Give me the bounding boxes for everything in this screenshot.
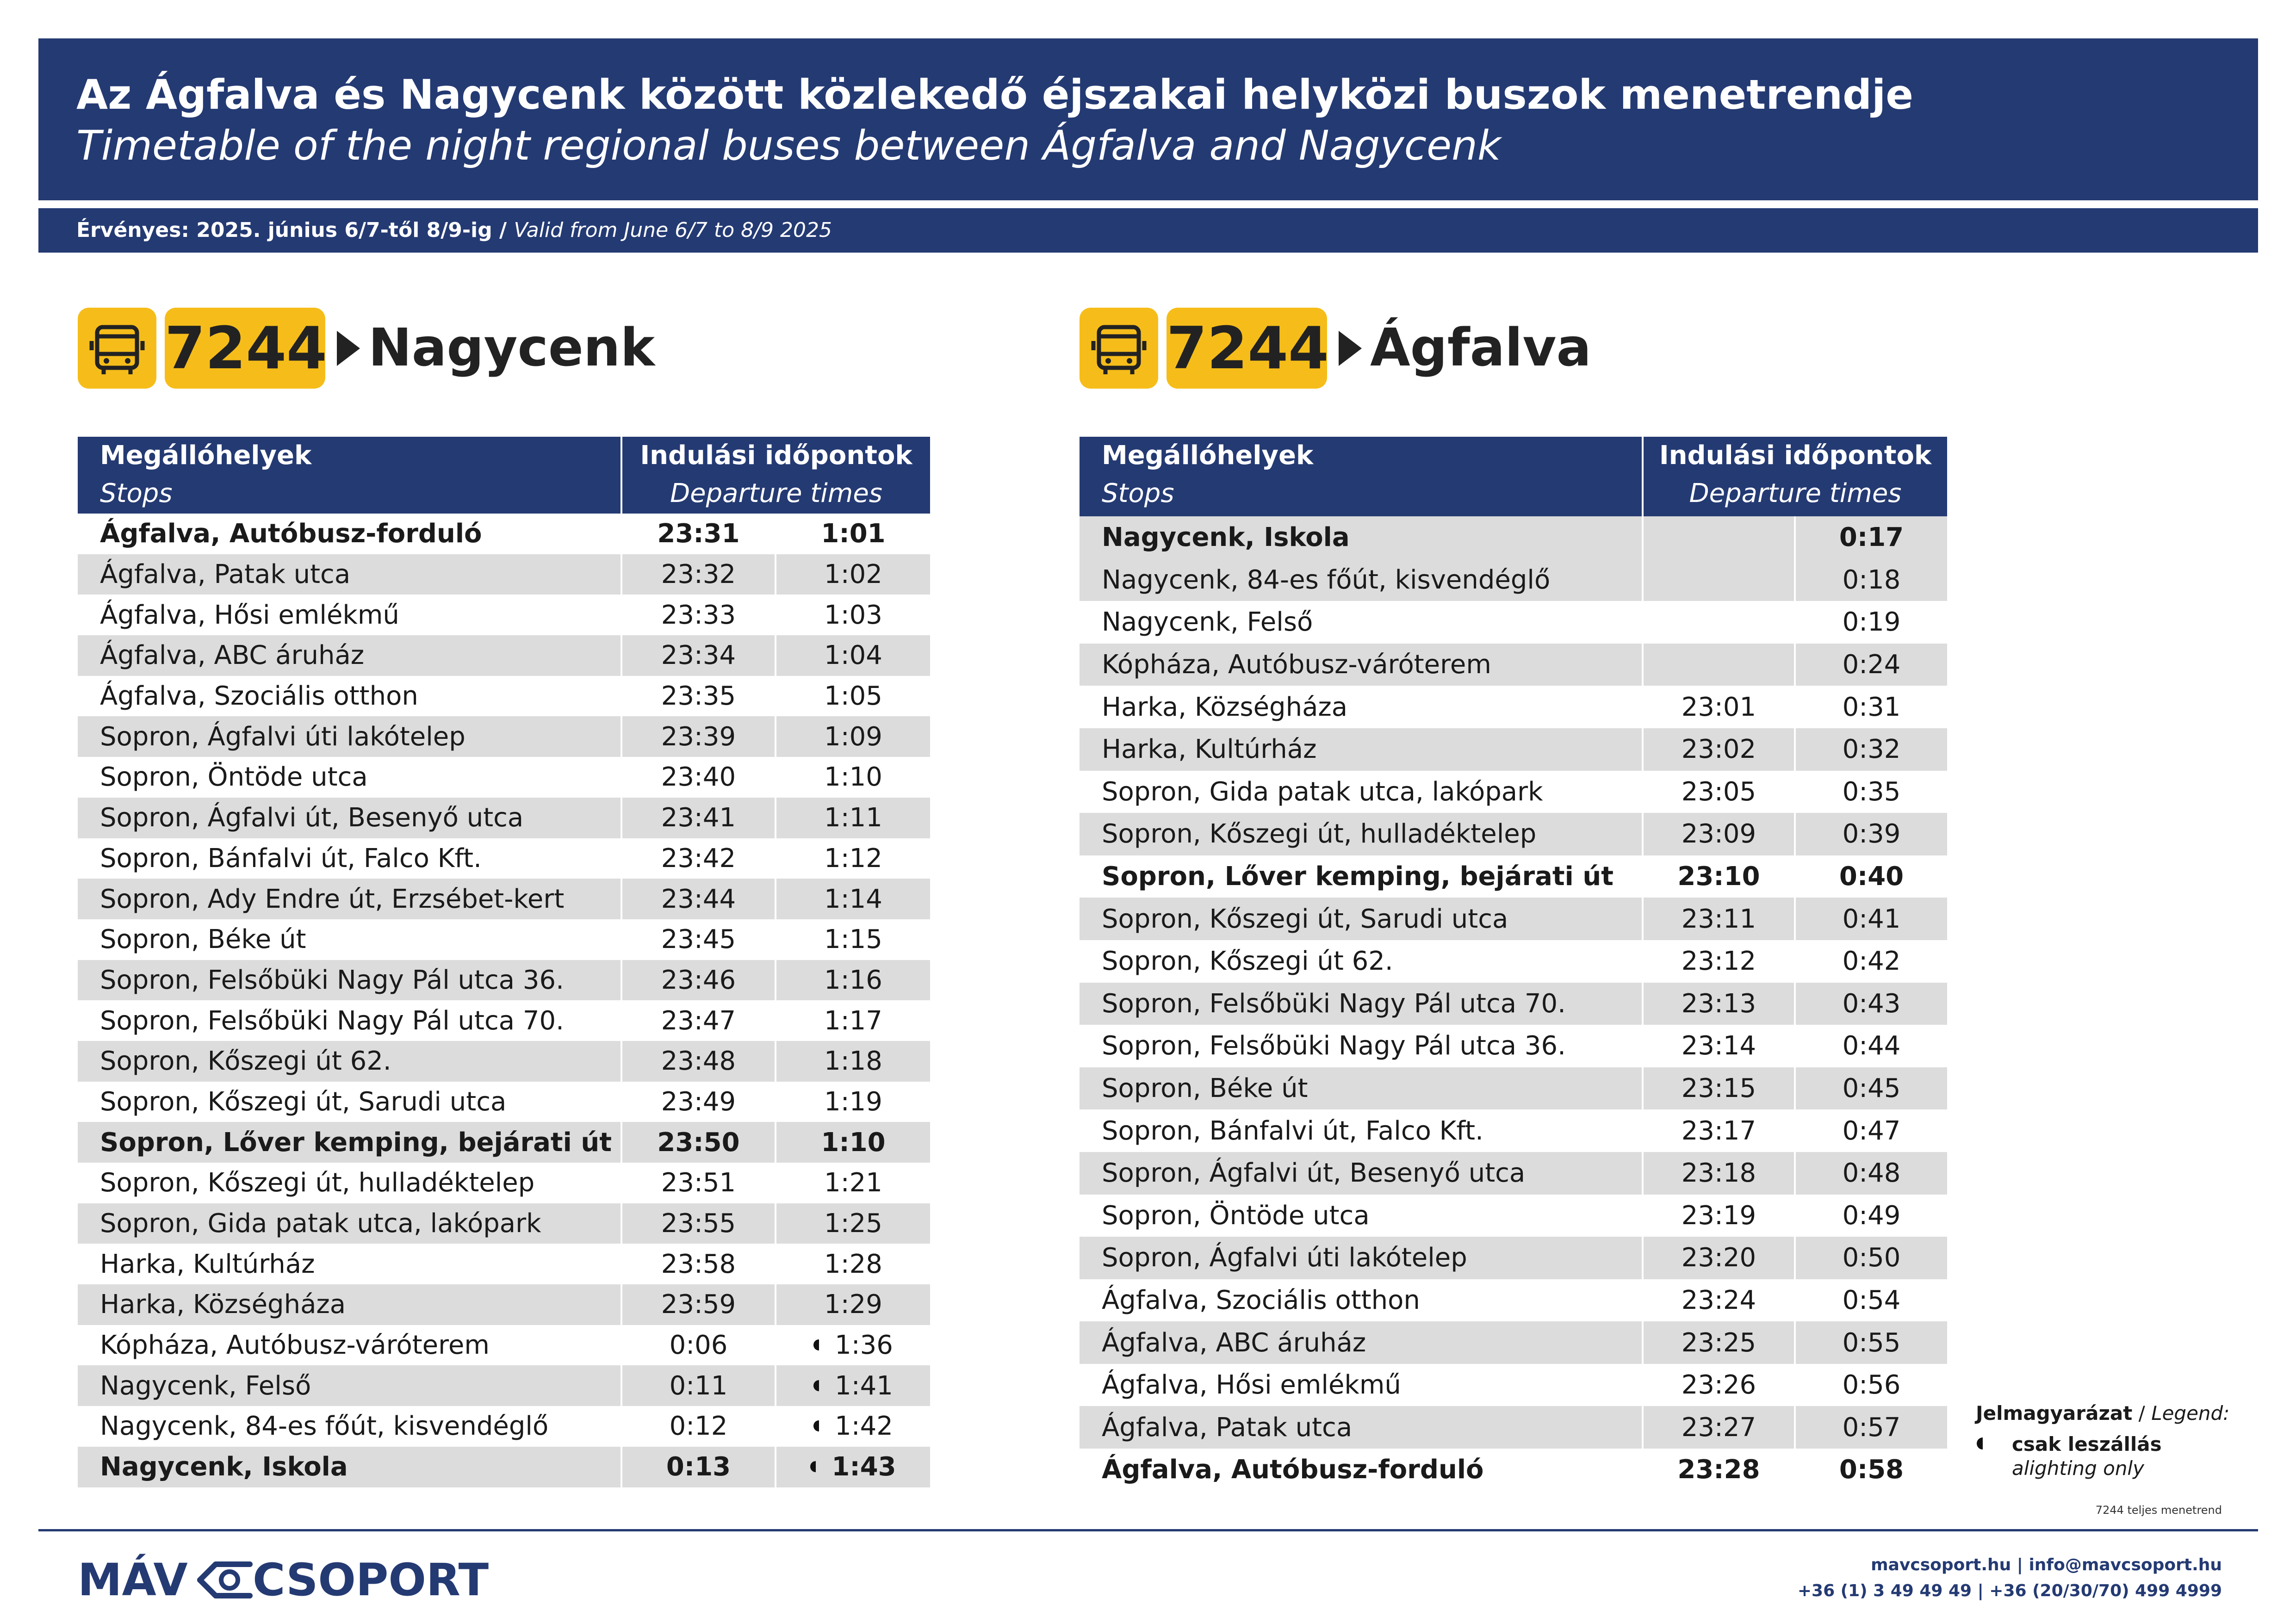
timetable-to-nagycenk bbox=[78, 437, 930, 1487]
stop-name: Ágfalva, Patak utca bbox=[78, 554, 621, 595]
legend-item-en: alighting only bbox=[2012, 1457, 2144, 1480]
departure-time-2: 1:10 bbox=[824, 762, 882, 793]
half-moon-icon bbox=[813, 1339, 825, 1350]
departure-time-1: 23:11 bbox=[1643, 898, 1795, 940]
departure-time-2: 1:09 bbox=[776, 716, 930, 757]
times-label-hu: Indulási időpontok bbox=[640, 440, 912, 471]
departure-time-1: 23:13 bbox=[1643, 983, 1795, 1025]
table-row bbox=[78, 1406, 930, 1447]
stop-name: Sopron, Felsőbüki Nagy Pál utca 70. bbox=[78, 1000, 621, 1041]
departure-time-2: 0:48 bbox=[1795, 1152, 1947, 1195]
departure-time-1 bbox=[1643, 644, 1795, 686]
stop-name: Sopron, Ady Endre út, Erzsébet-kert bbox=[78, 879, 621, 919]
departure-time-2: 0:40 bbox=[1839, 861, 1904, 892]
departure-time-2: 0:24 bbox=[1795, 644, 1947, 686]
departure-time-1: 23:26 bbox=[1643, 1364, 1795, 1406]
departure-time-1: 23:28 bbox=[1643, 1449, 1795, 1491]
half-moon-icon bbox=[810, 1461, 821, 1472]
table-row bbox=[1080, 855, 1947, 898]
departure-time-2: 0:55 bbox=[1795, 1321, 1947, 1364]
departure-time-1: 23:32 bbox=[621, 554, 776, 595]
departure-time-1: 23:05 bbox=[1643, 771, 1795, 813]
table-row bbox=[78, 1284, 930, 1325]
departure-time-2: 0:31 bbox=[1842, 692, 1901, 722]
table-row bbox=[78, 676, 930, 717]
table-row bbox=[1080, 559, 1947, 601]
stop-name: Sopron, Ágfalvi út, Besenyő utca bbox=[1080, 1152, 1643, 1195]
stop-name: Nagycenk, Felső bbox=[78, 1365, 621, 1406]
stop-name: Sopron, Felsőbüki Nagy Pál utca 36. bbox=[1080, 1025, 1643, 1067]
stops-label-hu: Megállóhelyek bbox=[100, 440, 312, 471]
half-moon-icon bbox=[813, 1380, 825, 1391]
stop-name: Sopron, Gida patak utca, lakópark bbox=[78, 1203, 621, 1244]
route-destination: Ágfalva bbox=[1370, 318, 1592, 378]
stop-name: Kópháza, Autóbusz-váróterem bbox=[78, 1325, 621, 1366]
stop-name: Sopron, Lőver kemping, bejárati út bbox=[1080, 855, 1643, 898]
departure-time-2: 1:10 bbox=[776, 1122, 930, 1163]
departure-time-2: 1:05 bbox=[824, 681, 882, 712]
departure-time-1: 23:01 bbox=[1643, 686, 1795, 728]
departure-time-1: 23:18 bbox=[1643, 1152, 1795, 1195]
departure-time-1: 23:58 bbox=[621, 1244, 776, 1284]
departure-time-1: 23:14 bbox=[1643, 1025, 1795, 1067]
table-row bbox=[78, 716, 930, 757]
departure-time-2: 0:18 bbox=[1795, 559, 1947, 601]
departure-time-1: 23:12 bbox=[1643, 940, 1795, 983]
departure-time-2: 1:18 bbox=[776, 1041, 930, 1082]
departure-time-2: 1:17 bbox=[824, 1005, 882, 1036]
contact-info bbox=[1798, 1552, 2222, 1604]
departure-time-1: 0:13 bbox=[621, 1447, 776, 1487]
stop-name: Sopron, Öntöde utca bbox=[1080, 1195, 1643, 1237]
departure-time-1: 23:59 bbox=[621, 1284, 776, 1325]
departure-time-2: 1:43 bbox=[776, 1447, 930, 1487]
direction-arrow-icon bbox=[337, 331, 360, 366]
table-row bbox=[78, 1000, 930, 1041]
route-heading-right bbox=[1080, 308, 1681, 391]
departure-time-1: 23:31 bbox=[621, 514, 776, 554]
departure-time-1: 0:06 bbox=[621, 1325, 776, 1366]
departure-time-2: 1:01 bbox=[776, 514, 930, 554]
departure-time-1: 23:48 bbox=[621, 1041, 776, 1082]
table-row bbox=[1080, 1406, 1947, 1449]
stop-name: Ágfalva, Szociális otthon bbox=[1080, 1279, 1643, 1322]
stop-name: Harka, Községháza bbox=[1080, 686, 1643, 728]
stop-name: Sopron, Béke út bbox=[1080, 1067, 1643, 1110]
departure-time-1: 23:10 bbox=[1643, 855, 1795, 898]
departure-time-1: 23:33 bbox=[621, 595, 776, 635]
stop-name: Sopron, Felsőbüki Nagy Pál utca 70. bbox=[1080, 983, 1643, 1025]
departure-time-2: 0:56 bbox=[1842, 1370, 1901, 1400]
table-row bbox=[1080, 1067, 1947, 1110]
stop-name: Sopron, Ágfalvi úti lakótelep bbox=[78, 716, 621, 757]
logo-wing-icon bbox=[197, 1559, 253, 1601]
direction-arrow-icon bbox=[1339, 331, 1362, 366]
stop-name: Ágfalva, Szociális otthon bbox=[78, 676, 621, 717]
departure-time-1: 23:09 bbox=[1643, 813, 1795, 855]
stop-name: Nagycenk, Felső bbox=[1080, 601, 1643, 644]
table-row bbox=[78, 1447, 930, 1487]
departure-time-1: 23:17 bbox=[1643, 1109, 1795, 1152]
departure-time-1 bbox=[1643, 601, 1795, 644]
stop-name: Sopron, Kőszegi út, hulladéktelep bbox=[1080, 813, 1643, 855]
departure-time-1: 23:19 bbox=[1643, 1195, 1795, 1237]
departure-time-1: 0:12 bbox=[621, 1406, 776, 1447]
column-header-stops bbox=[1080, 437, 1643, 516]
departure-time-2: 0:44 bbox=[1842, 1031, 1901, 1061]
departure-time-2: 0:39 bbox=[1795, 813, 1947, 855]
departure-time-2: 1:21 bbox=[824, 1168, 882, 1198]
route-number: 7244 bbox=[165, 308, 325, 389]
table-row bbox=[1080, 813, 1947, 855]
departure-time-1 bbox=[1643, 559, 1795, 601]
table-row bbox=[1080, 686, 1947, 728]
departure-time-1: 23:34 bbox=[621, 635, 776, 676]
departure-time-2: 0:45 bbox=[1795, 1067, 1947, 1110]
table-row bbox=[78, 1244, 930, 1284]
legend-item-hu: csak leszállás bbox=[2012, 1433, 2162, 1456]
departure-time-2: 1:25 bbox=[776, 1203, 930, 1244]
stops-label-hu: Megállóhelyek bbox=[1102, 440, 1314, 471]
column-header-times bbox=[1643, 437, 1947, 516]
table-row bbox=[1080, 1195, 1947, 1237]
bus-icon bbox=[78, 308, 156, 389]
stop-name: Harka, Községháza bbox=[78, 1284, 621, 1325]
stop-name: Kópháza, Autóbusz-váróterem bbox=[1080, 644, 1643, 686]
times-label-en: Departure times bbox=[1689, 478, 1902, 508]
departure-time-1: 23:35 bbox=[621, 676, 776, 717]
departure-time-2: 0:58 bbox=[1839, 1455, 1904, 1485]
times-label-hu: Indulási időpontok bbox=[1659, 440, 1932, 471]
legend-title: Jelmagyarázat / Legend: bbox=[1976, 1402, 2230, 1425]
departure-time-1: 23:46 bbox=[621, 960, 776, 1001]
departure-time-2: 0:50 bbox=[1795, 1237, 1947, 1279]
table-row bbox=[78, 1122, 930, 1163]
table-row bbox=[78, 635, 930, 676]
departure-time-1: 23:44 bbox=[621, 879, 776, 919]
departure-time-1: 23:55 bbox=[621, 1203, 776, 1244]
half-moon-icon bbox=[1977, 1437, 1989, 1450]
legend-title-en: Legend: bbox=[2151, 1402, 2230, 1425]
stops-label-en: Stops bbox=[100, 478, 173, 508]
table-row bbox=[1080, 1109, 1947, 1152]
legend bbox=[1976, 1402, 2230, 1480]
table-row bbox=[78, 1082, 930, 1122]
departure-time-2: 0:19 bbox=[1842, 607, 1901, 638]
departure-time-2: 0:42 bbox=[1842, 946, 1901, 977]
table-row bbox=[78, 1203, 930, 1244]
table-row bbox=[78, 838, 930, 879]
departure-time-1: 23:20 bbox=[1643, 1237, 1795, 1279]
legend-item-alighting bbox=[1976, 1433, 2216, 1479]
stop-name: Sopron, Kőszegi út, Sarudi utca bbox=[78, 1082, 621, 1122]
stop-name: Sopron, Öntöde utca bbox=[78, 757, 621, 798]
contact-phone[interactable]: +36 (1) 3 49 49 49 | +36 (20/30/70) 499 4999 bbox=[1797, 1581, 2222, 1600]
validity-english: Valid from June 6/7 to 8/9 2025 bbox=[514, 218, 832, 242]
table-row bbox=[78, 960, 930, 1001]
title-banner bbox=[38, 38, 2258, 200]
stop-name: Sopron, Felsőbüki Nagy Pál utca 36. bbox=[78, 960, 621, 1001]
departure-time-1: 23:40 bbox=[621, 757, 776, 798]
stop-name: Nagycenk, Iskola bbox=[1080, 516, 1643, 559]
stop-name: Ágfalva, Autóbusz-forduló bbox=[78, 514, 621, 554]
departure-time-2: 0:41 bbox=[1795, 898, 1947, 940]
stop-name: Ágfalva, ABC áruház bbox=[1080, 1321, 1643, 1364]
departure-time-2: 0:17 bbox=[1795, 516, 1947, 559]
table-row bbox=[78, 554, 930, 595]
departure-time-1: 23:49 bbox=[621, 1082, 776, 1122]
logo-text-mav: MÁV bbox=[78, 1554, 188, 1606]
table-row bbox=[78, 1041, 930, 1082]
table-row bbox=[1080, 1279, 1947, 1322]
contact-web-email[interactable]: mavcsoport.hu | info@mavcsoport.hu bbox=[1871, 1555, 2222, 1574]
departure-time-1: 23:51 bbox=[621, 1163, 776, 1203]
table-row bbox=[1080, 1152, 1947, 1195]
departure-time-1: 23:50 bbox=[621, 1122, 776, 1163]
table-row bbox=[1080, 601, 1947, 644]
departure-time-2: 1:15 bbox=[824, 924, 882, 955]
departure-time-1: 23:41 bbox=[621, 798, 776, 838]
departure-time-1: 23:25 bbox=[1643, 1321, 1795, 1364]
stop-name: Nagycenk, 84-es főút, kisvendéglő bbox=[1080, 559, 1643, 601]
stop-name: Sopron, Kőszegi út, Sarudi utca bbox=[1080, 898, 1643, 940]
departure-time-1: 23:42 bbox=[621, 838, 776, 879]
stop-name: Sopron, Kőszegi út 62. bbox=[78, 1041, 621, 1082]
validity-banner bbox=[38, 208, 2258, 253]
table-row bbox=[78, 595, 930, 635]
departure-time-2: 1:14 bbox=[776, 879, 930, 919]
departure-time-2: 0:49 bbox=[1842, 1200, 1901, 1231]
table-row bbox=[78, 879, 930, 919]
departure-time-2: 1:36 bbox=[776, 1325, 930, 1366]
table-row bbox=[78, 757, 930, 798]
table-row bbox=[1080, 983, 1947, 1025]
departure-time-2: 0:32 bbox=[1795, 728, 1947, 771]
departure-time-2: 0:54 bbox=[1842, 1285, 1901, 1315]
legend-title-hu: Jelmagyarázat bbox=[1976, 1402, 2133, 1425]
departure-time-2: 0:35 bbox=[1842, 776, 1901, 807]
stop-name: Nagycenk, Iskola bbox=[78, 1447, 621, 1487]
stop-name: Ágfalva, Autóbusz-forduló bbox=[1080, 1449, 1643, 1491]
stop-name: Sopron, Kőszegi út, hulladéktelep bbox=[78, 1163, 621, 1203]
footer-divider bbox=[38, 1529, 2258, 1531]
times-label-en: Departure times bbox=[670, 478, 882, 508]
departure-time-2: 1:02 bbox=[776, 554, 930, 595]
departure-time-1: 23:39 bbox=[621, 716, 776, 757]
stop-name: Harka, Kultúrház bbox=[78, 1244, 621, 1284]
column-header-stops bbox=[78, 437, 621, 514]
stop-name: Ágfalva, Hősi emlékmű bbox=[78, 595, 621, 635]
departure-time-2: 1:19 bbox=[824, 1086, 882, 1117]
table-row bbox=[78, 1325, 930, 1366]
table-row bbox=[78, 1365, 930, 1406]
departure-time-1: 23:15 bbox=[1643, 1067, 1795, 1110]
bus-icon bbox=[1080, 308, 1158, 389]
stop-name: Sopron, Béke út bbox=[78, 919, 621, 960]
stop-name: Nagycenk, 84-es főút, kisvendéglő bbox=[78, 1406, 621, 1447]
stop-name: Sopron, Bánfalvi út, Falco Kft. bbox=[78, 838, 621, 879]
departure-time-2: 0:43 bbox=[1795, 983, 1947, 1025]
validity-hungarian: Érvényes: 2025. június 6/7-től 8/9-ig / bbox=[76, 218, 514, 242]
title-hungarian: Az Ágfalva és Nagycenk között közlekedő éjszakai helyközi buszok menetrendje bbox=[76, 71, 1913, 118]
stop-name: Sopron, Ágfalvi úti lakótelep bbox=[1080, 1237, 1643, 1279]
table-row bbox=[1080, 898, 1947, 940]
stop-name: Ágfalva, Hősi emlékmű bbox=[1080, 1364, 1643, 1406]
stop-name: Sopron, Bánfalvi út, Falco Kft. bbox=[1080, 1109, 1643, 1152]
table-row bbox=[78, 919, 930, 960]
stop-name: Sopron, Lőver kemping, bejárati út bbox=[78, 1122, 621, 1163]
departure-time-2: 0:47 bbox=[1842, 1115, 1901, 1146]
table-row bbox=[78, 514, 930, 554]
route-destination: Nagycenk bbox=[368, 318, 655, 378]
stop-name: Ágfalva, ABC áruház bbox=[78, 635, 621, 676]
departure-time-2: 1:16 bbox=[776, 960, 930, 1001]
departure-time-1: 23:02 bbox=[1643, 728, 1795, 771]
stop-name: Sopron, Ágfalvi út, Besenyő utca bbox=[78, 798, 621, 838]
departure-time-2: 1:11 bbox=[776, 798, 930, 838]
half-moon-icon bbox=[813, 1420, 825, 1431]
table-row bbox=[1080, 1237, 1947, 1279]
departure-time-2: 1:41 bbox=[776, 1365, 930, 1406]
table-row bbox=[1080, 1449, 1947, 1491]
departure-time-1: 23:24 bbox=[1643, 1279, 1795, 1322]
departure-time-1: 23:45 bbox=[621, 919, 776, 960]
table-row bbox=[1080, 940, 1947, 983]
stops-label-en: Stops bbox=[1102, 478, 1174, 508]
departure-time-1: 23:27 bbox=[1643, 1406, 1795, 1449]
title-english: Timetable of the night regional buses between Ágfalva and Nagycenk bbox=[76, 122, 1501, 169]
table-row bbox=[1080, 1321, 1947, 1364]
table-row bbox=[1080, 516, 1947, 559]
table-row bbox=[1080, 771, 1947, 813]
table-row bbox=[1080, 1025, 1947, 1067]
stop-name: Sopron, Kőszegi út 62. bbox=[1080, 940, 1643, 983]
departure-time-2: 1:29 bbox=[776, 1284, 930, 1325]
table-row bbox=[78, 1163, 930, 1203]
table-row bbox=[1080, 1364, 1947, 1406]
departure-time-2: 1:04 bbox=[776, 635, 930, 676]
stop-name: Sopron, Gida patak utca, lakópark bbox=[1080, 771, 1643, 813]
departure-time-2: 1:42 bbox=[776, 1406, 930, 1447]
departure-time-2: 1:28 bbox=[824, 1249, 882, 1279]
stop-name: Ágfalva, Patak utca bbox=[1080, 1406, 1643, 1449]
route-number: 7244 bbox=[1167, 308, 1327, 389]
column-header-times bbox=[621, 437, 930, 514]
logo-text-csoport: CSOPORT bbox=[253, 1554, 489, 1606]
validity-text bbox=[76, 218, 832, 242]
stop-name: Harka, Kultúrház bbox=[1080, 728, 1643, 771]
timetable-note: 7244 teljes menetrend bbox=[2095, 1504, 2222, 1517]
timetable-to-agfalva bbox=[1080, 437, 1947, 1491]
table-row bbox=[1080, 728, 1947, 771]
departure-time-1: 23:47 bbox=[621, 1000, 776, 1041]
table-row bbox=[78, 798, 930, 838]
departure-time-2: 0:57 bbox=[1795, 1406, 1947, 1449]
route-heading-left bbox=[78, 308, 679, 391]
departure-time-2: 1:03 bbox=[824, 600, 882, 630]
departure-time-1: 0:11 bbox=[621, 1365, 776, 1406]
table-row bbox=[1080, 644, 1947, 686]
departure-time-1 bbox=[1643, 516, 1795, 559]
departure-time-2: 1:12 bbox=[824, 843, 882, 873]
